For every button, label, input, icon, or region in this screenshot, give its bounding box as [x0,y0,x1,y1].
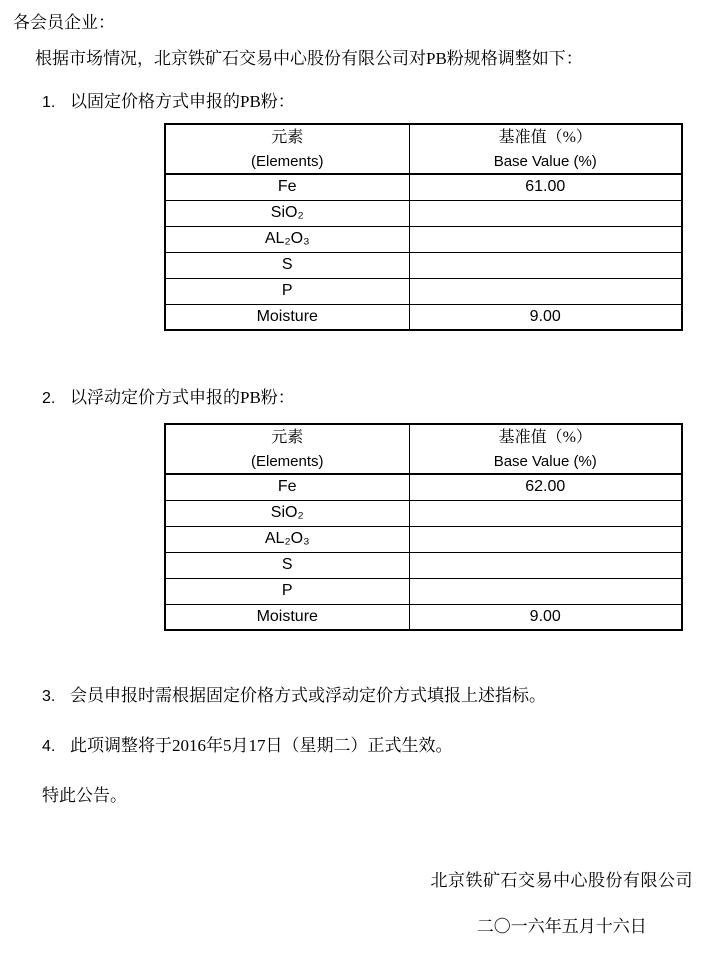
greeting-line: 各会员企业： [13,13,115,32]
value-cell [409,552,682,578]
header-elements-zh: 元素 [271,429,304,446]
table-row [165,500,682,526]
list-number-2: 2. [42,390,56,407]
list-number-3: 3. [42,688,56,705]
header-base-value-en: Base Value (%) [493,453,597,470]
element-cell: S [165,552,409,578]
element-cell: P [165,278,409,304]
signature-company: 北京铁矿石交易中心股份有限公司 [430,871,693,890]
list-item-4 [42,731,453,756]
table-row [165,226,682,252]
header-cell-elements [165,124,409,174]
header-base-value-zh: 基准值（%） [498,129,592,146]
table-row [165,252,682,278]
element-cell: P [165,578,409,604]
value-cell [409,226,682,252]
element-cell: Moisture [165,304,409,330]
element-cell: Moisture [165,604,409,630]
list-number-4: 4. [42,738,56,755]
header-elements-en: (Elements) [250,153,324,170]
fixed-price-table-grid [164,123,683,331]
list-number-1: 1. [42,94,56,111]
table-row [165,552,682,578]
element-cell: Fe [165,174,409,200]
value-cell [409,252,682,278]
list-text-1: 以固定价格方式申报的PB粉： [70,92,295,111]
table-row [165,174,682,200]
list-text-3: 会员申报时需根据固定价格方式或浮动定价方式填报上述指标。 [70,686,546,705]
header-elements-zh: 元素 [271,129,304,146]
table-row [165,526,682,552]
element-cell: SiO₂ [165,500,409,526]
element-cell: SiO₂ [165,200,409,226]
table-row [165,578,682,604]
value-cell [409,500,682,526]
floating-price-table [164,423,683,631]
closing-line: 特此公告。 [42,786,127,805]
list-item-2 [42,383,295,408]
table-header-row [165,424,682,474]
list-item-3 [42,681,546,706]
fixed-price-table [164,123,683,331]
list-item-1 [42,87,295,112]
value-cell: 9.00 [409,304,682,330]
table-row [165,278,682,304]
table-row [165,200,682,226]
value-cell: 61.00 [409,174,682,200]
value-cell [409,526,682,552]
floating-price-table-grid [164,423,683,631]
element-cell: AL₂O₃ [165,226,409,252]
value-cell [409,578,682,604]
table-row [165,304,682,330]
value-cell: 62.00 [409,474,682,500]
list-text-4: 此项调整将于2016年5月17日（星期二）正式生效。 [70,736,453,755]
value-cell [409,278,682,304]
element-cell: Fe [165,474,409,500]
signature-block [431,866,694,937]
header-cell-elements [165,424,409,474]
header-cell-base-value [409,124,682,174]
list-text-2: 以浮动定价方式申报的PB粉： [70,388,295,407]
header-base-value-zh: 基准值（%） [498,429,592,446]
value-cell [409,200,682,226]
table-row [165,474,682,500]
element-cell: S [165,252,409,278]
element-cell: AL₂O₃ [165,526,409,552]
header-cell-base-value [409,424,682,474]
header-base-value-en: Base Value (%) [493,153,597,170]
signature-date: 二〇一六年五月十六日 [476,917,647,936]
intro-paragraph: 根据市场情况，北京铁矿石交易中心股份有限公司对PB粉规格调整如下： [35,49,583,68]
value-cell: 9.00 [409,604,682,630]
table-header-row [165,124,682,174]
table-row [165,604,682,630]
header-elements-en: (Elements) [250,453,324,470]
